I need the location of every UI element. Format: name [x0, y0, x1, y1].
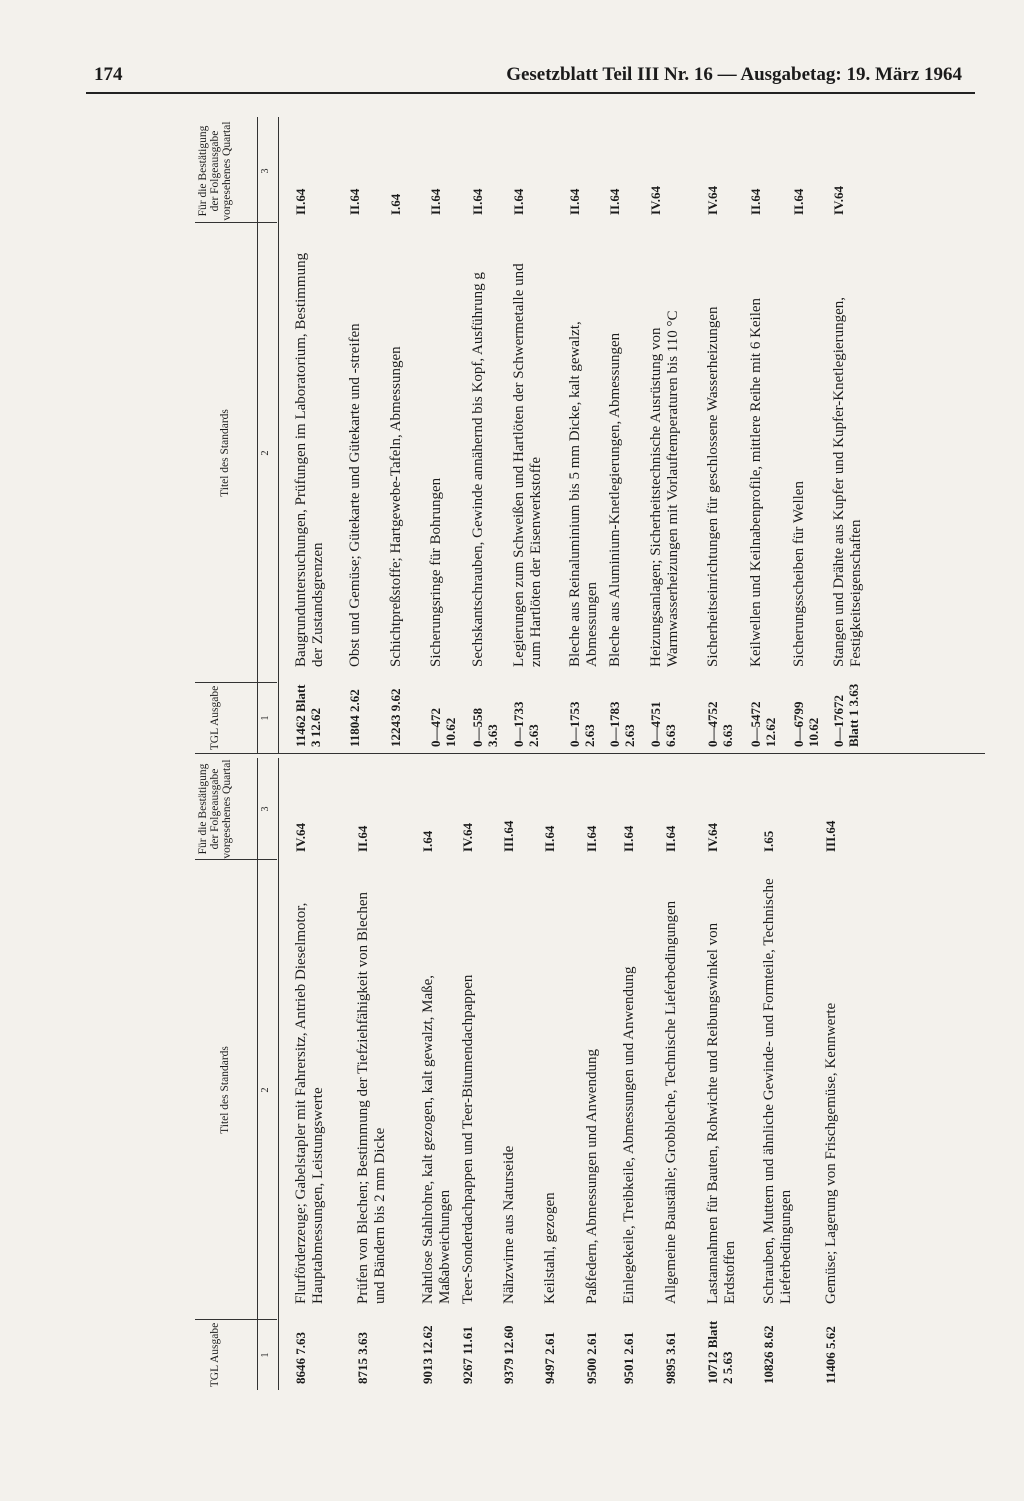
page-number: 174 [94, 64, 123, 85]
title-cell: Lastannahmen für Bauten, Rohwichte und Reibungswinkel von Erdstoffen [705, 922, 738, 1304]
quarter-cell: III.64 [501, 820, 516, 852]
tgl-cell: 9379 12.60 [501, 1325, 516, 1384]
quarter-cell: II.64 [584, 825, 599, 852]
quarter-cell: IV.64 [460, 822, 475, 852]
quarter-cell: II.64 [791, 188, 806, 215]
title-cell: Gemüse; Lagerung von Frischgemüse, Kennwerte [823, 1002, 839, 1304]
title-cell: Paßfedern, Abmessungen und Anwendung [584, 1049, 600, 1304]
quarter-cell: III.64 [823, 820, 838, 852]
quarter-cell: IV.64 [705, 822, 720, 852]
header-title: Titel des Standards [219, 409, 231, 497]
tgl-cell: 10826 8.62 [761, 1325, 776, 1384]
tgl-cell: 9501 2.61 [621, 1332, 636, 1384]
tgl-cell: 9497 2.61 [542, 1332, 557, 1384]
tgl-cell: 0—4751 6.63 [648, 701, 678, 747]
tgl-cell: 9013 12.62 [420, 1325, 435, 1384]
title-cell: Sicherungsringe für Bohrungen [428, 477, 444, 667]
title-cell: Schrauben, Muttern und ähnliche Gewinde- und Formteile, Technische Lieferbedingungen [761, 878, 794, 1304]
table-header-right [195, 117, 257, 753]
column-number-row [257, 758, 279, 1390]
quarter-cell: II.64 [293, 188, 308, 215]
tgl-cell: 0—5472 12.62 [748, 701, 778, 747]
tgl-cell: 11804 2.62 [347, 689, 362, 747]
quarter-cell: II.64 [567, 188, 582, 215]
tgl-cell: 0—4752 6.63 [705, 701, 735, 747]
tgl-cell: 9267 11.61 [460, 1326, 475, 1384]
page-header [94, 64, 974, 90]
tgl-cell: 0—17672 Blatt 1 3.63 [831, 683, 861, 747]
header-rule [86, 92, 975, 94]
table-header-left [195, 758, 257, 1390]
table-right-half [195, 117, 985, 754]
quarter-cell: IV.64 [648, 185, 663, 215]
header-title: Titel des Standards [219, 1046, 231, 1134]
tgl-cell: 12243 9.62 [388, 688, 403, 747]
quarter-cell: IV.64 [293, 822, 308, 852]
column-number-row [257, 117, 279, 753]
title-cell: Keilwellen und Keilnabenprofile, mittlere Reihe mit 6 Keilen [748, 297, 764, 667]
column-number: 3 [260, 168, 271, 174]
quarter-cell: II.64 [511, 188, 526, 215]
title-cell: Teer-Sonderdachpappen und Teer-Bitumendachpappen [460, 974, 476, 1304]
title-cell: Prüfen von Blechen; Bestimmung der Tiefziehfähigkeit von Blechen und Bändern bis 2 mm Dicke [355, 891, 388, 1304]
title-cell: Sicherheitseinrichtungen für geschlossene Wasserheizungen [705, 306, 721, 667]
column-number: 2 [260, 1087, 271, 1093]
title-cell: Schichtpreßstoffe; Hartgewebe-Tafeln, Abmessungen [388, 346, 404, 667]
title-cell: Sechskantschrauben, Gewinde annähernd bis Kopf, Ausführung g [470, 272, 486, 667]
tgl-cell: 0—558 3.63 [470, 708, 500, 747]
tgl-cell: 9500 2.61 [584, 1332, 599, 1384]
tgl-cell: 10712 Blatt 2 5.63 [705, 1320, 735, 1384]
quarter-cell: II.64 [355, 825, 370, 852]
tgl-cell: 11462 Blatt 3 12.62 [293, 684, 323, 747]
title-cell: Bleche aus Aluminium-Knetlegierungen, Abmessungen [607, 332, 623, 667]
title-cell: Legierungen zum Schweißen und Hartlöten der Schwermetalle und zum Hartlöten der Eisenwerkstoffe [511, 263, 544, 667]
header-tgl: TGL Ausgabe [209, 685, 221, 751]
title-cell: Baugrunduntersuchungen, Prüfungen im Laboratorium, Bestimmung der Zustandsgrenzen [293, 252, 326, 667]
quarter-cell: II.64 [607, 188, 622, 215]
tgl-cell: 0—472 10.62 [428, 708, 458, 747]
quarter-cell: II.64 [470, 188, 485, 215]
title-cell: Einlegekeile, Treibkeile, Abmessungen und Anwendung [621, 966, 637, 1304]
quarter-cell: II.64 [663, 825, 678, 852]
title-cell: Heizungsanlagen; Sicherheitstechnische Ausrüstung von Warmwasserheizungen mit Vorlauftemperaturen bis 110 °C [648, 310, 681, 667]
tgl-cell: 8646 7.63 [293, 1332, 308, 1384]
tgl-cell: 11406 5.62 [823, 1326, 838, 1384]
column-number: 3 [260, 806, 271, 812]
quarter-cell: II.64 [748, 188, 763, 215]
gazette-title: Gesetzblatt Teil III Nr. 16 — Ausgabetag: 19. März 1964 [506, 64, 962, 85]
tgl-cell: 0—1733 2.63 [511, 701, 541, 747]
title-cell: Allgemeine Baustähle; Grobbleche, Technische Lieferbedingungen [663, 900, 679, 1304]
header-quarter: Für die Bestätigung der Folgeausgabe vorgesehenes Quartal [197, 121, 233, 221]
title-cell: Obst und Gemüse; Gütekarte und Gütekarte und -streifen [347, 323, 363, 667]
column-number: 2 [260, 450, 271, 456]
title-cell: Flurförderzeuge; Gabelstapler mit Fahrersitz, Antrieb Dieselmotor, Hauptabmessungen, Leistungswerte [293, 902, 326, 1304]
rotated-table [195, 118, 985, 1390]
title-cell: Sicherungsscheiben für Wellen [791, 481, 807, 667]
quarter-cell: I.65 [761, 830, 776, 852]
title-cell: Stangen und Drähte aus Kupfer und Kupfer-Knetlegierungen, Festigkeitseigenschaften [831, 297, 864, 667]
tgl-cell: 0—6799 10.62 [791, 701, 821, 747]
quarter-cell: IV.64 [705, 185, 720, 215]
quarter-cell: IV.64 [831, 185, 846, 215]
tgl-cell: 8715 3.63 [355, 1332, 370, 1384]
tgl-cell: 0—1783 2.63 [607, 701, 637, 747]
quarter-cell: II.64 [428, 188, 443, 215]
title-cell: Bleche aus Reinaluminium bis 5 mm Dicke, kalt gewalzt, Abmessungen [567, 321, 600, 667]
header-quarter: Für die Bestätigung der Folgeausgabe vorgesehenes Quartal [197, 759, 233, 859]
table-left-half [195, 758, 985, 1390]
title-cell: Nähzwirne aus Naturseide [501, 1145, 517, 1304]
quarter-cell: II.64 [621, 825, 636, 852]
quarter-cell: I.64 [420, 830, 435, 852]
tgl-cell: 0—1753 2.63 [567, 701, 597, 747]
column-number: 1 [260, 715, 271, 721]
quarter-cell: II.64 [542, 825, 557, 852]
title-cell: Keilstahl, gezogen [542, 1192, 558, 1304]
title-cell: Nahtlose Stahlrohre, kalt gezogen, kalt gewalzt, Maße, Maßabweichungen [420, 974, 453, 1304]
tgl-cell: 9895 3.61 [663, 1332, 678, 1384]
quarter-cell: I.64 [388, 193, 403, 215]
quarter-cell: II.64 [347, 188, 362, 215]
column-number: 1 [260, 1352, 271, 1358]
header-tgl: TGL Ausgabe [209, 1322, 221, 1388]
